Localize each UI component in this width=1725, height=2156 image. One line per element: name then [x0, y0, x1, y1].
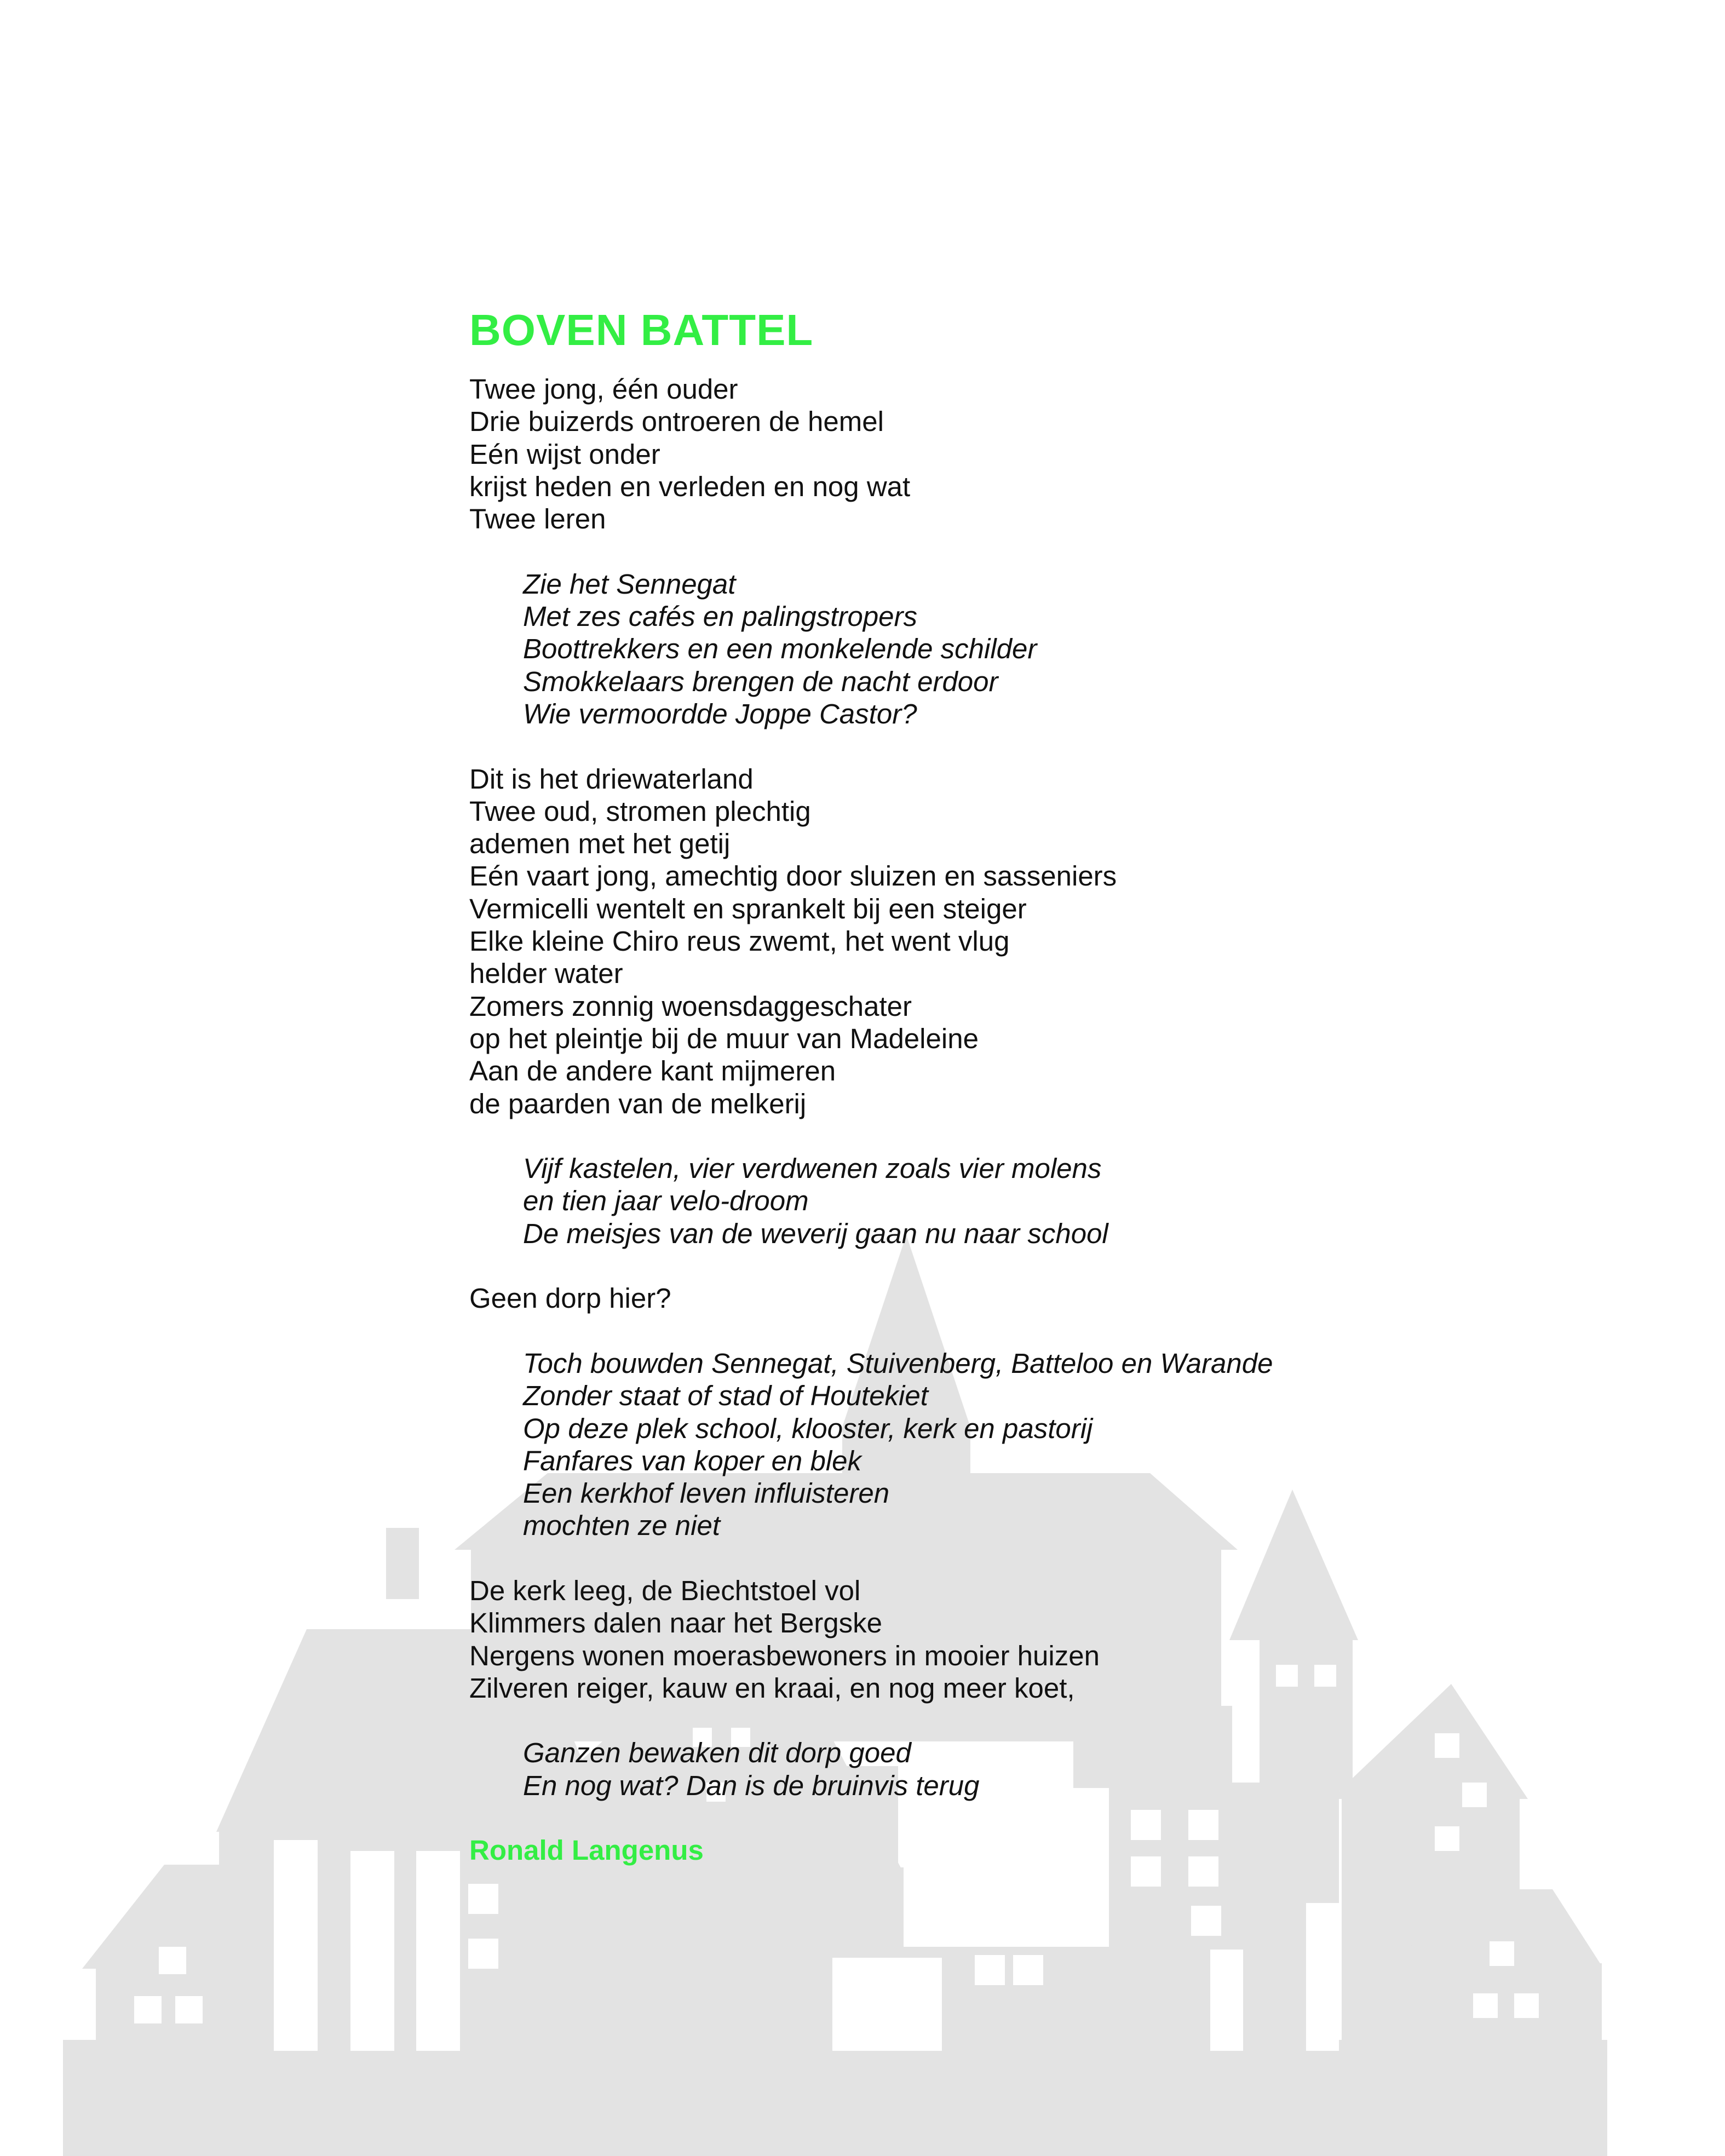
- poem-line: Vermicelli wentelt en sprankelt bij een steiger: [469, 893, 1027, 924]
- stanza-7: [469, 1574, 1674, 1704]
- poem-line: en tien jaar velo-droom: [523, 1185, 809, 1217]
- poem-line: Smokkelaars brengen de nacht erdoor: [523, 665, 998, 697]
- poem-line: Zonder staat of stad of Houtekiet: [523, 1380, 928, 1412]
- poem-line: Met zes cafés en palingstropers: [523, 601, 918, 633]
- poem-line: de paarden van de melkerij: [469, 1088, 807, 1119]
- poem-line: Vijf kastelen, vier verdwenen zoals vier molens: [523, 1153, 1102, 1185]
- stanza-2: [469, 568, 1674, 730]
- poem-title: BOVEN BATTEL: [469, 306, 814, 354]
- poem-line: Op deze plek school, klooster, kerk en pastorij: [523, 1412, 1093, 1444]
- poem-line: Eén vaart jong, amechtig door sluizen en sasseniers: [469, 860, 1117, 892]
- poem-line: helder water: [469, 958, 623, 990]
- poem-line: krijst heden en verleden en nog wat: [469, 470, 911, 502]
- poem-line: Geen dorp hier?: [469, 1283, 671, 1314]
- stanza-4: [469, 1152, 1674, 1250]
- poem-author: Ronald Langenus: [469, 1835, 704, 1866]
- poem-page: [469, 304, 1674, 1867]
- poem-line: En nog wat? Dan is de bruinvis terug: [523, 1769, 980, 1801]
- poem-line: Twee jong, één ouder: [469, 373, 738, 405]
- poem-line: Twee oud, stromen plechtig: [469, 795, 811, 827]
- poem-line: Klimmers dalen naar het Bergske: [469, 1607, 883, 1639]
- poem-body: [469, 373, 1674, 1867]
- poem-line: Twee leren: [469, 503, 606, 535]
- stanza-6: [469, 1347, 1674, 1542]
- poem-line: Boottrekkers en een monkelende schilder: [523, 633, 1037, 665]
- poem-line: Ganzen bewaken dit dorp goed: [523, 1737, 911, 1769]
- poem-line: ademen met het getij: [469, 828, 731, 860]
- stanza-8: [469, 1737, 1674, 1802]
- poem-line: Zie het Sennegat: [523, 568, 736, 600]
- poem-line: Zilveren reiger, kauw en kraai, en nog meer koet,: [469, 1672, 1075, 1704]
- stanza-3: [469, 763, 1674, 1120]
- poem-line: Wie vermoordde Joppe Castor?: [523, 698, 917, 729]
- poem-line: Zomers zonnig woensdaggeschater: [469, 990, 912, 1022]
- poem-line: mochten ze niet: [523, 1510, 721, 1542]
- poem-line: Toch bouwden Sennegat, Stuivenberg, Batteloo en Warande: [523, 1347, 1273, 1379]
- poem-line: op het pleintje bij de muur van Madeleine: [469, 1022, 979, 1054]
- poem-line: Nergens wonen moerasbewoners in mooier huizen: [469, 1640, 1100, 1671]
- stanza-1: [469, 373, 1674, 535]
- poem-line: Dit is het driewaterland: [469, 763, 754, 795]
- poem-line: Drie buizerds ontroeren de hemel: [469, 406, 884, 438]
- stanza-5: [469, 1282, 1674, 1314]
- poem-line: Fanfares van koper en blek: [523, 1445, 862, 1476]
- poem-line: De meisjes van de weverij gaan nu naar school: [523, 1217, 1108, 1249]
- poem-line: Elke kleine Chiro reus zwemt, het went vlug: [469, 925, 1010, 957]
- poem-line: Eén wijst onder: [469, 438, 660, 470]
- poem-line: Aan de andere kant mijmeren: [469, 1055, 836, 1087]
- poem-line: Een kerkhof leven influisteren: [523, 1477, 890, 1509]
- poem-line: De kerk leeg, de Biechtstoel vol: [469, 1574, 861, 1606]
